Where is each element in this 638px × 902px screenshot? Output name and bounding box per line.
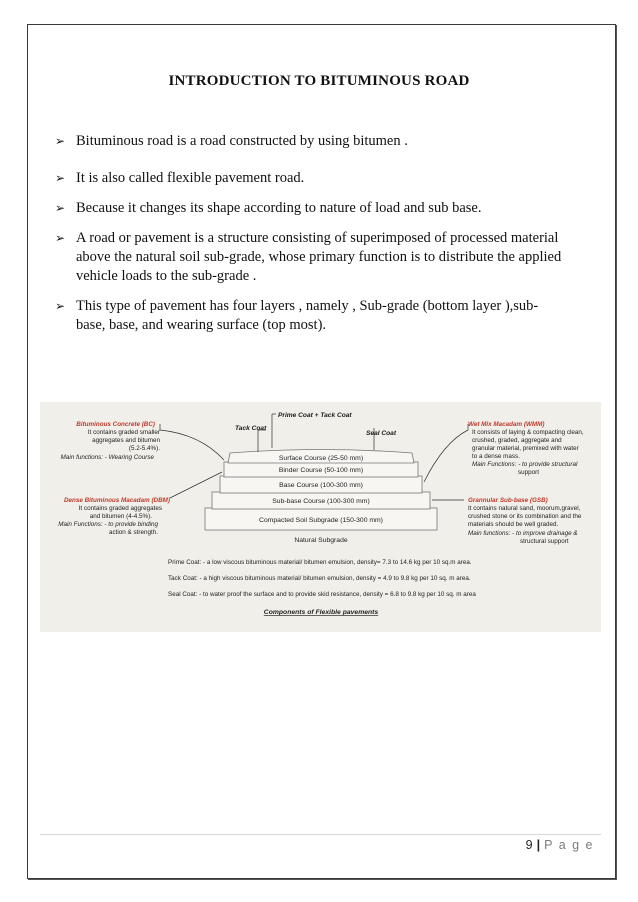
wmm-line: granular material, premixed with water [472,445,579,452]
pavement-diagram [40,402,601,632]
layer-label: Natural Subgrade [294,537,348,544]
gsb-function: Main functions: - to improve drainage & [468,530,578,537]
layer-label: Base Course (100-300 mm) [279,482,363,489]
bullet-item: ➢ This type of pavement has four layers , namely , Sub-grade (bottom layer ),sub- base, base, and wearing surface (top most). [55,298,539,333]
page-footer [526,838,594,852]
footer-separator: | [536,838,541,852]
dbm-line: It contains graded aggregates [78,505,162,512]
wmm-title: Wet Mix Macadam (WMM) [468,421,545,428]
wmm-function-cont: support [518,469,540,476]
bullet-item: ➢ Because it changes its shape according to nature of load and sub base. [55,200,482,216]
layer-label: Compacted Soil Subgrade (150-300 mm) [259,517,383,524]
page-title: INTRODUCTION TO BITUMINOUS ROAD [168,73,470,89]
prime-tack-label: Prime Coat + Tack Coat [278,412,352,419]
gsb-line: materials should be well graded. [468,521,559,528]
prime-coat-note: Prime Coat: - a low viscous bituminous material/ bitumen emulsion, density= 7.3 to 14.6 kg per 10 sq.m area. [168,559,472,566]
dbm-line: and bitumen (4-4.5%). [89,513,152,520]
bc-line: aggregates and bitumen [92,437,160,444]
arrow-bullet-icon: ➢ [55,134,66,148]
arrow-bullet-icon: ➢ [55,299,66,313]
layer-label: Sub-base Course (100-300 mm) [272,498,370,505]
wmm-line: to a dense mass. [472,453,520,460]
bc-line: (5.2-5.4%). [128,445,160,452]
figure-caption: Components of Flexible pavements [263,609,379,616]
arrow-bullet-icon: ➢ [55,201,66,215]
dbm-title: Dense Bituminous Macadam (DBM) [63,497,170,504]
dbm-function-cont: action & strength. [108,529,158,536]
bullet-item: ➢ It is also called flexible pavement road. [55,170,305,186]
arrow-bullet-icon: ➢ [55,171,66,185]
page-label: P a g e [544,838,594,852]
layer-label: Surface Course (25-50 mm) [278,455,364,462]
dbm-function: Main Functions: - to provide binding [58,521,158,528]
bc-function: Main functions: - Wearing Course [60,454,154,461]
bc-line: It contains graded smaller [87,429,160,436]
bullet-item: ➢ A road or pavement is a structure consisting of superimposed of processed material above the natural soil sub-grade, whose primary function is to distribute the applied vehicle loads to the sub-grade . [55,230,562,284]
bullet-list [52,132,592,335]
tack-label: Tack Coat [235,425,267,432]
gsb-function-cont: structural support [520,538,569,545]
tack-coat-note: Tack Coat: - a high viscous bituminous material/ bitumen emulsion, density = 4.9 to 9.8 kg per 10 sq. m area. [168,575,471,582]
seal-coat-note: Seal Coat: - to water proof the surface and to provide skid resistance, density = 6.8 to 9.8 kg per 10 sq. m area [168,591,476,598]
page-number: 9 [525,838,533,852]
wmm-arrow [424,424,468,482]
footer-divider [40,834,601,835]
layer-label: Binder Course (50-100 mm) [278,467,364,474]
wmm-line: crushed, graded, aggregate and [472,437,562,444]
seal-label: Seal Coat [366,430,397,437]
pavement-layers-figure [40,402,601,632]
gsb-line: It contains natural sand, moorum,gravel, [468,505,581,512]
gsb-line: crushed stone or its combination and the [468,513,582,520]
arrow-bullet-icon: ➢ [55,231,66,245]
gsb-title: Grannular Sub-base (GSB) [468,497,548,504]
bc-title: Bituminous Concrete (BC) [76,421,155,428]
top-callout-lines [258,414,374,452]
tack-line [258,430,266,452]
wmm-function: Main Functions: - to provide structural [472,461,578,468]
bc-arrow [160,424,224,460]
wmm-line: It consists of laying & compacting clean, [472,429,584,436]
bullet-item: ➢ Bituminous road is a road constructed by using bitumen . [55,133,408,149]
